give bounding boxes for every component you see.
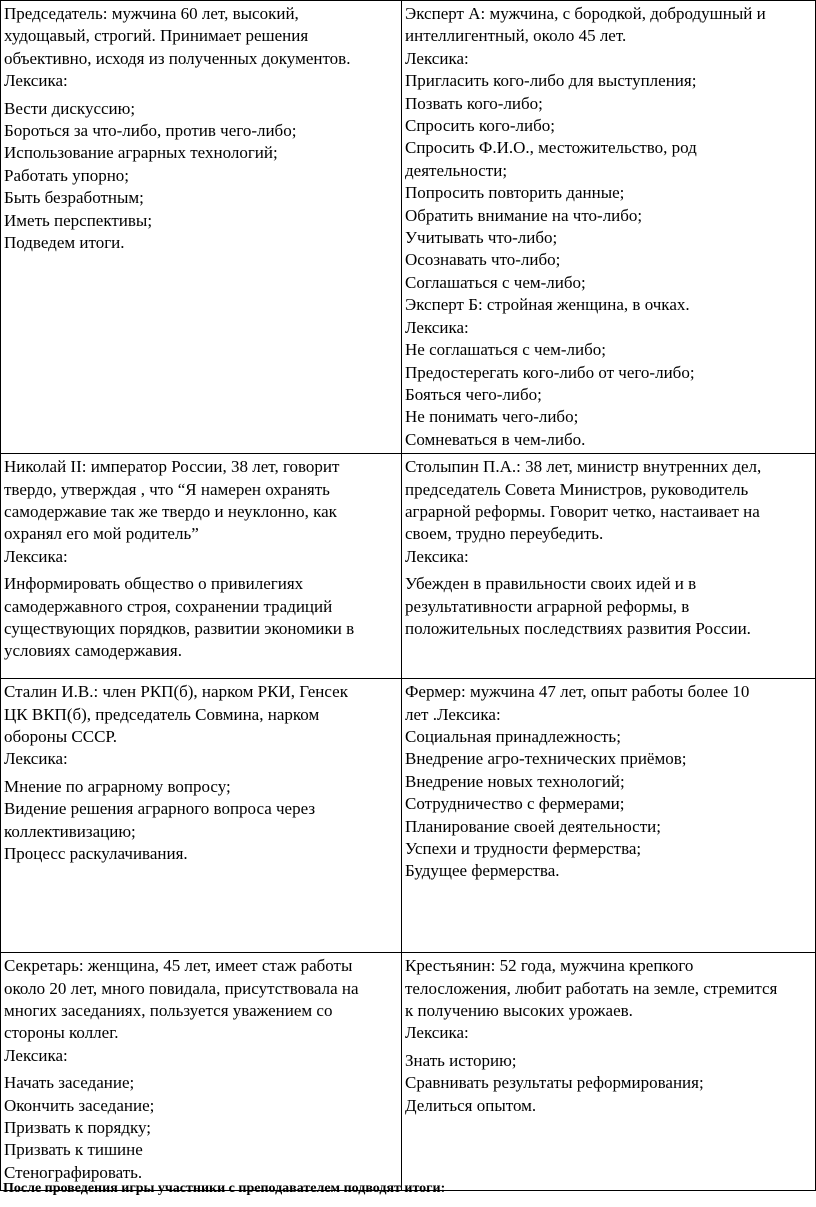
role-text-line: своем, трудно переубедить. (405, 524, 604, 544)
role-text-line: худощавый, строгий. Принимает решения (4, 26, 309, 46)
role-text-line: Не понимать чего-либо; (405, 407, 579, 427)
role-text-line: Позвать кого-либо; (405, 93, 543, 113)
vocabulary-line: Делиться опытом. (405, 1095, 537, 1115)
vocabulary-line: Процесс раскулачивания. (4, 843, 188, 863)
role-cell-left (1, 454, 402, 679)
role-text-line: Николай II: император России, 38 лет, говорит (4, 457, 340, 477)
vocabulary-line: Стенографировать. (4, 1162, 143, 1182)
role-text-line: Лексика: (4, 71, 68, 91)
role-text-line: Секретарь: женщина, 45 лет, имеет стаж работы (4, 956, 353, 976)
role-text-line: Эксперт Б: стройная женщина, в очках. (405, 295, 690, 315)
footer-note: После проведения игры участники с преподавателем подводят итоги: (3, 1181, 446, 1196)
table-row (1, 454, 816, 679)
vocabulary-line: Убежден в правильности своих идей и в (405, 574, 697, 594)
role-text-line: Учитывать что-либо; (405, 228, 558, 248)
vocabulary-line: коллективизацию; (4, 821, 136, 841)
vocabulary-line: Бороться за что-либо, против чего-либо; (4, 121, 297, 141)
vocabulary-line: Призвать к порядку; (4, 1117, 152, 1137)
role-text-line: твердо, утверждая , что “Я намерен охранять (4, 479, 330, 499)
role-text-line: деятельности; (405, 160, 508, 180)
role-text-line: Спросить Ф.И.О., местожительство, род (405, 138, 697, 158)
role-text-line: Будущее фермерства. (405, 861, 560, 881)
vocabulary-line: Призвать к тишине (4, 1140, 143, 1160)
role-text-line: Социальная принадлежность; (405, 726, 621, 746)
role-text-line: Спросить кого-либо; (405, 116, 555, 136)
role-text-line: Осознавать что-либо; (405, 250, 561, 270)
role-text-line: Лексика: (405, 48, 469, 68)
role-text-line: Столыпин П.А.: 38 лет, министр внутренних дел, (405, 457, 762, 477)
role-text-line: Внедрение новых технологий; (405, 771, 625, 791)
role-text-line: Планирование своей деятельности; (405, 816, 661, 836)
role-text-line: многих заседаниях, пользуется уважением со (4, 1000, 333, 1020)
vocabulary-line: Работать упорно; (4, 165, 130, 185)
role-text-line: стороны коллег. (4, 1023, 119, 1043)
role-text-line: Сомневаться в чем-либо. (405, 429, 586, 449)
role-text-line: Лексика: (405, 546, 469, 566)
role-text-line: Попросить повторить данные; (405, 183, 625, 203)
role-cell-right (402, 454, 816, 679)
role-text-line: Крестьянин: 52 года, мужчина крепкого (405, 956, 694, 976)
vocabulary-line: Подведем итоги. (4, 233, 125, 253)
role-text-line: Сталин И.В.: член РКП(б), нарком РКИ, Генсек (4, 682, 348, 702)
role-text-line: телосложения, любит работать на земле, стремится (405, 978, 778, 998)
role-text-line: обороны СССР. (4, 726, 118, 746)
role-text-line: самодержавие так же твердо и неуклонно, как (4, 501, 337, 521)
vocabulary-line: Информировать общество о привилегиях (4, 574, 304, 594)
table-row (1, 679, 816, 953)
table-row (1, 1, 816, 454)
role-text-line: около 20 лет, много повидала, присутствовала на (4, 978, 359, 998)
vocabulary-line: Окончить заседание; (4, 1095, 155, 1115)
role-text-line: Лексика: (4, 546, 68, 566)
vocabulary-line: результативности аграрной реформы, в (405, 596, 690, 616)
vocabulary-line: Знать историю; (405, 1050, 517, 1070)
vocabulary-line: Использование аграрных технологий; (4, 143, 278, 163)
role-cell-left (1, 679, 402, 953)
role-cell-left (1, 953, 402, 1191)
table-row (1, 953, 816, 1191)
roles-table-body (1, 1, 816, 1191)
role-text-line: Лексика: (4, 1045, 68, 1065)
vocabulary-line: Вести дискуссию; (4, 98, 136, 118)
role-text-line: председатель Совета Министров, руководитель (405, 479, 749, 499)
role-text-line: Эксперт А: мужчина, с бородкой, добродушный и (405, 4, 766, 23)
role-cell-right (402, 953, 816, 1191)
role-text-line: Обратить внимание на что-либо; (405, 205, 643, 225)
role-text-line: Соглашаться с чем-либо; (405, 272, 586, 292)
vocabulary-line: Быть безработным; (4, 188, 144, 208)
vocabulary-line: Мнение по аграрному вопросу; (4, 776, 231, 796)
vocabulary-line: Иметь перспективы; (4, 210, 153, 230)
role-text-line: ЦК ВКП(б), председатель Совмина, нарком (4, 704, 320, 724)
role-text-line: лет .Лексика: (405, 704, 501, 724)
role-text-line: Лексика: (405, 1023, 469, 1043)
role-text-line: Лексика: (405, 317, 469, 337)
vocabulary-line: положительных последствиях развития России. (405, 618, 751, 638)
role-text-line: охранял его мой родитель” (4, 524, 199, 544)
role-text-line: интеллигентный, около 45 лет. (405, 26, 627, 46)
role-cell-left (1, 1, 402, 454)
vocabulary-line: условиях самодержавия. (4, 641, 182, 661)
role-text-line: Успехи и трудности фермерства; (405, 838, 642, 858)
role-text-line: Не соглашаться с чем-либо; (405, 340, 607, 360)
role-text-line: Лексика: (4, 749, 68, 769)
vocabulary-line: Видение решения аграрного вопроса через (4, 799, 316, 819)
role-text-line: объективно, исходя из полученных документов. (4, 48, 351, 68)
vocabulary-line: существующих порядков, развитии экономики в (4, 618, 355, 638)
role-text-line: Председатель: мужчина 60 лет, высокий, (4, 4, 299, 23)
role-text-line: Бояться чего-либо; (405, 384, 542, 404)
role-cell-right (402, 1, 816, 454)
role-text-line: аграрной реформы. Говорит четко, настаивает на (405, 501, 760, 521)
role-text-line: к получению высоких урожаев. (405, 1000, 633, 1020)
vocabulary-line: Сравнивать результаты реформирования; (405, 1073, 704, 1093)
vocabulary-line: Начать заседание; (4, 1073, 135, 1093)
role-cell-right (402, 679, 816, 953)
role-text-line: Фермер: мужчина 47 лет, опыт работы более 10 (405, 682, 750, 702)
vocabulary-line: самодержавного строя, сохранении традиций (4, 596, 333, 616)
role-text-line: Сотрудничество с фермерами; (405, 794, 625, 814)
role-text-line: Внедрение агро-технических приёмов; (405, 749, 687, 769)
role-text-line: Предостерегать кого-либо от чего-либо; (405, 362, 695, 382)
role-text-line: Пригласить кого-либо для выступления; (405, 71, 697, 91)
